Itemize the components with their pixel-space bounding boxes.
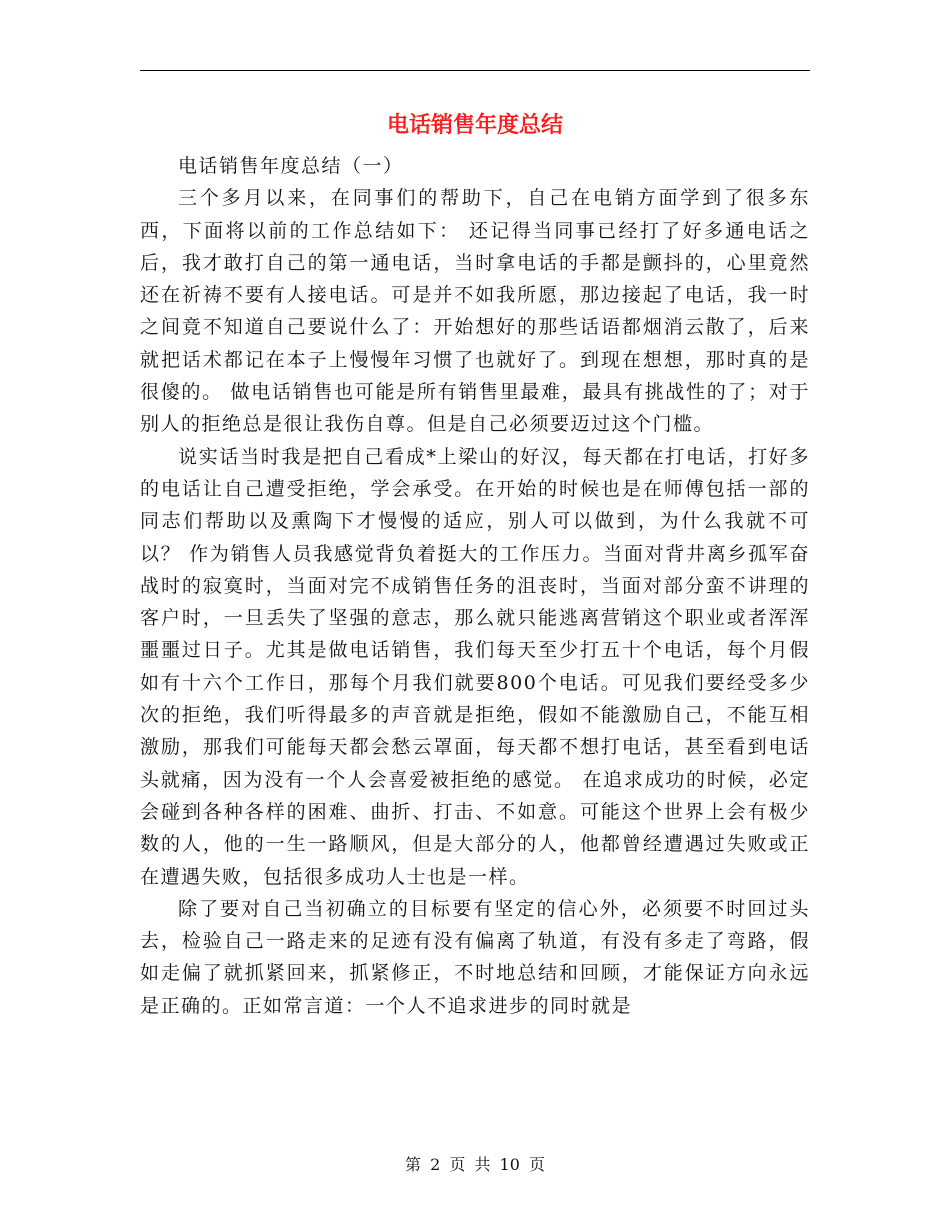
document-title: 电话销售年度总结 — [386, 113, 563, 138]
document-body — [140, 150, 810, 1022]
page-footer: 第 2 页 共 10 页 — [405, 1155, 545, 1174]
paragraph: 除了要对自己当初确立的目标要有坚定的信心外，必须要不时回过头去，检验自己一路走来的足迹有没有偏离了轨道，有没有多走了弯路，假如走偏了就抓紧回来，抓紧修正，不时地总结和回顾，才能保证方向永远是正确的。正如常言道：一个人不追求进步的同时就是 — [140, 897, 810, 1017]
paragraph-subtitle: 电话销售年度总结（一） — [178, 155, 404, 177]
header-rule — [140, 70, 810, 71]
paragraph: 说实话当时我是把自己看成*上梁山的好汉，每天都在打电话，打好多的电话让自己遭受拒绝，学会承受。在开始的时候也是在师傅包括一部的同志们帮助以及熏陶下才慢慢的适应，别人可以做到，为什么我就不可以？ 作为销售人员我感觉背负着挺大的工作压力。当面对背井离乡孤军奋战时的寂寞时，当面对完不成销售任务的沮丧时，当面对部分蛮不讲理的客户时，一旦丢失了坚强的意志，那么就只能逃离营销这个职业或者浑浑噩噩过日子。尤其是做电话销售，我们每天至少打五十个电话，每个月假如有十六个工作日，那每个月我们就要800个电话。可见我们要经受多少次的拒绝，我们听得最多的声音就是拒绝，假如不能激励自己，不能互相激励，那我们可能每天都会愁云罩面，每天都不想打电话，甚至看到电话头就痛，因为没有一个人会喜爱被拒绝的感觉。 在追求成功的时候，必定会碰到各种各样的困难、曲折、打击、不如意。可能这个世界上会有极少数的人，他的一生一路顺风，但是大部分的人，他都曾经遭遇过失败或正在遭遇失败，包括很多成功人士也是一样。 — [140, 445, 810, 888]
paragraph: 三个多月以来，在同事们的帮助下，自己在电销方面学到了很多东西，下面将以前的工作总结如下： 还记得当同事已经打了好多通电话之后，我才敢打自己的第一通电话，当时拿电话的手都是颤抖的，心里竟然还在祈祷不要有人接电话。可是并不如我所愿，那边接起了电话，我一时之间竟不知道自己要说什么了：开始想好的那些话语都烟消云散了，后来就把话术都记在本子上慢慢年习惯了也就好了。到现在想想，那时真的是很傻的。 做电话销售也可能是所有销售里最难，最具有挑战性的了；对于别人的拒绝总是很让我伤自尊。但是自己必须要迈过这个门槛。 — [140, 187, 810, 436]
